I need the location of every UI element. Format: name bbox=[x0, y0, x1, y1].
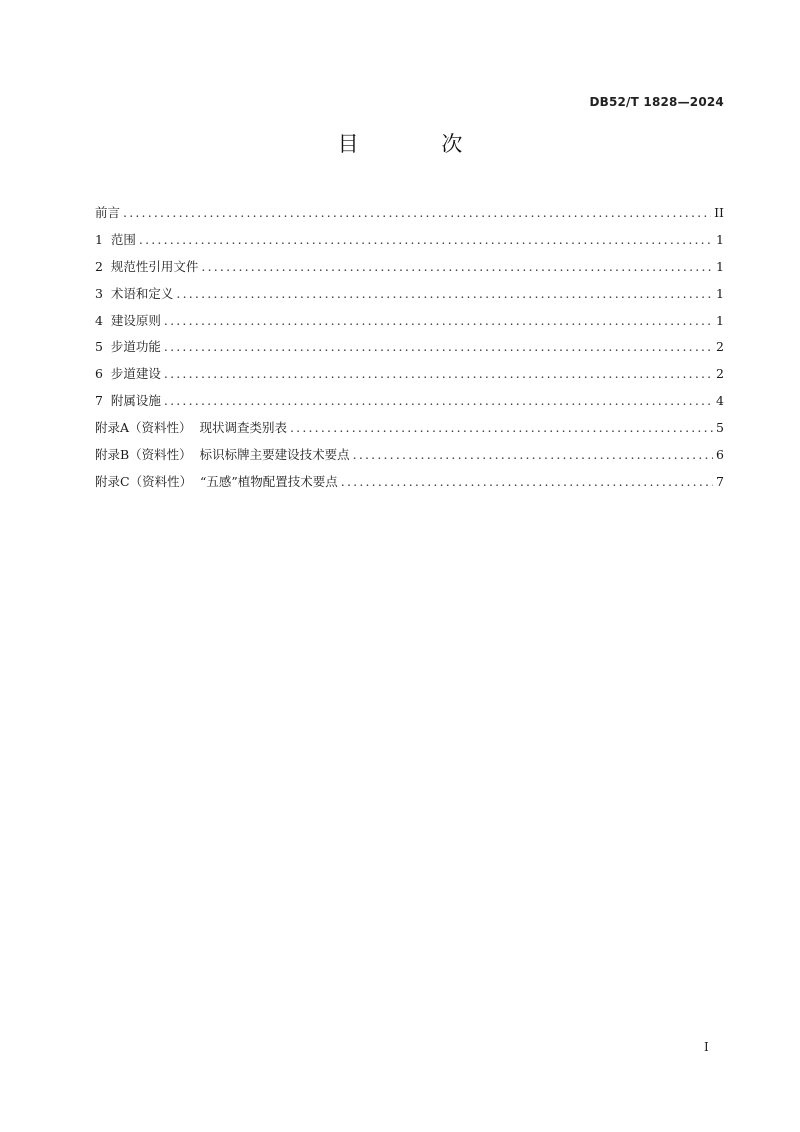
toc-entry-page: 4 bbox=[716, 393, 724, 409]
table-of-contents bbox=[95, 203, 724, 499]
toc-entry-page: 1 bbox=[716, 312, 724, 328]
dot-leader bbox=[164, 337, 713, 357]
dot-leader bbox=[341, 472, 713, 492]
toc-entry-construction-principles[interactable] bbox=[95, 311, 724, 338]
page-number: I bbox=[704, 1040, 709, 1054]
toc-entry-page: II bbox=[714, 205, 724, 220]
toc-entry-page: 1 bbox=[716, 285, 724, 301]
toc-entry-page: 1 bbox=[716, 258, 724, 274]
dot-leader bbox=[290, 418, 713, 438]
toc-entry-label: 附录B（资料性） 标识标牌主要建设技术要点 bbox=[95, 447, 350, 463]
toc-entry-label: 7 附属设施 bbox=[95, 393, 161, 409]
toc-entry-label: 6 步道建设 bbox=[95, 366, 161, 382]
toc-entry-page: 6 bbox=[716, 447, 724, 463]
toc-entry-label: 3 术语和定义 bbox=[95, 285, 174, 301]
toc-entry-foreword[interactable] bbox=[95, 203, 724, 230]
toc-entry-label: 前言 bbox=[95, 205, 121, 220]
toc-entry-ancillary-facilities[interactable] bbox=[95, 391, 724, 418]
toc-entry-page: 2 bbox=[716, 339, 724, 355]
dot-leader bbox=[139, 230, 713, 250]
toc-entry-label: 4 建设原则 bbox=[95, 312, 161, 328]
dot-leader bbox=[201, 257, 713, 277]
dot-leader bbox=[164, 311, 713, 331]
toc-entry-label: 2 规范性引用文件 bbox=[95, 258, 199, 274]
toc-entry-label: 附录A（资料性） 现状调查类别表 bbox=[95, 420, 287, 436]
dot-leader bbox=[164, 364, 713, 384]
page-title: 目 次 bbox=[337, 132, 501, 156]
toc-entry-appendix-b[interactable] bbox=[95, 445, 724, 472]
toc-entry-page: 1 bbox=[716, 231, 724, 247]
toc-entry-label: 5 步道功能 bbox=[95, 339, 161, 355]
toc-entry-scope[interactable] bbox=[95, 230, 724, 257]
toc-entry-page: 5 bbox=[716, 420, 724, 436]
dot-leader bbox=[176, 284, 713, 304]
dot-leader bbox=[353, 445, 713, 465]
toc-entry-label: 1 范围 bbox=[95, 231, 136, 247]
dot-leader bbox=[123, 203, 711, 223]
toc-entry-page: 7 bbox=[716, 473, 724, 489]
toc-entry-normative-references[interactable] bbox=[95, 257, 724, 284]
toc-entry-page: 2 bbox=[716, 366, 724, 382]
document-code: DB52/T 1828—2024 bbox=[589, 95, 724, 109]
dot-leader bbox=[164, 391, 713, 411]
toc-entry-trail-functions[interactable] bbox=[95, 337, 724, 364]
toc-entry-appendix-c[interactable] bbox=[95, 472, 724, 499]
toc-entry-appendix-a[interactable] bbox=[95, 418, 724, 445]
toc-entry-label: 附录C（资料性） “五感”植物配置技术要点 bbox=[95, 473, 338, 489]
toc-entry-terms-definitions[interactable] bbox=[95, 284, 724, 311]
toc-entry-trail-construction[interactable] bbox=[95, 364, 724, 391]
